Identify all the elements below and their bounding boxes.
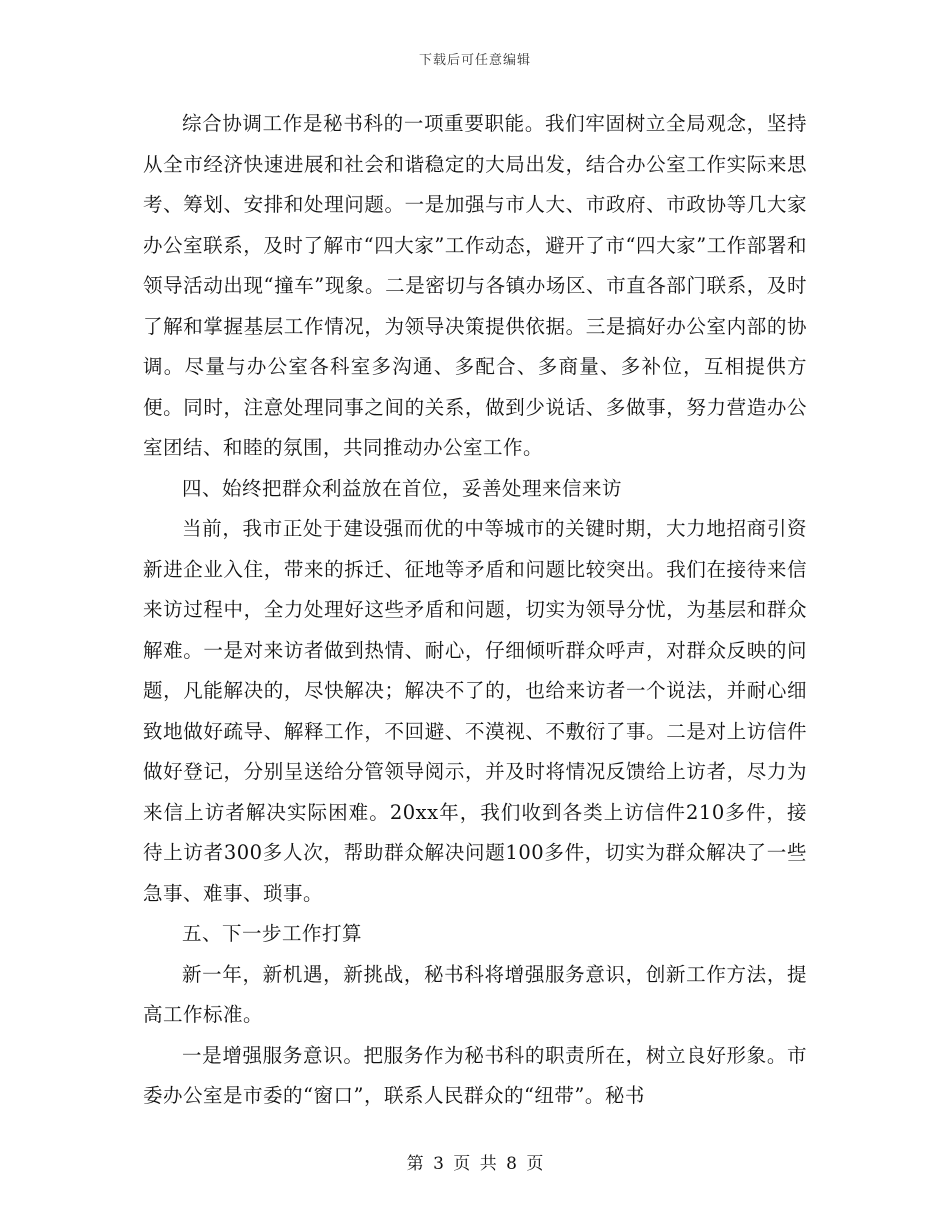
header-note: 下载后可任意编辑 — [418, 53, 531, 68]
document-body — [143, 104, 807, 1117]
paragraph-petitions: 当前，我市正处于建设强而优的中等城市的关键时期，大力地招商引资新进企业入住，带来的拆迁、征地等矛盾和问题比较突出。我们在接待来信来访过程中，全力处理好这些矛盾和问题，切实为领导分忧，为基层和群众解难。一是对来访者做到热情、耐心，仔细倾听群众呼声，对群众反映的问题，凡能解决的，尽快解决；解决不了的，也给来访者一个说法，并耐心细致地做好疏导、解释工作，不回避、不漠视、不敷衍了事。二是对上访信件做好登记，分别呈送给分管领导阅示，并及时将情况反馈给上访者，尽力为来信上访者解决实际困难。20xx年，我们收到各类上访信件210多件，接待上访者300多人次，帮助群众解决问题100多件，切实为群众解决了一些急事、难事、琐事。 — [143, 517, 807, 905]
page-number: 第 3 页 共 8 页 — [406, 1154, 544, 1174]
page-header — [0, 52, 950, 70]
page-footer — [0, 1153, 950, 1175]
paragraph-service-awareness: 一是增强服务意识。把服务作为秘书科的职责所在，树立良好形象。市委办公室是市委的“窗口”，联系人民群众的“纽带”。秘书 — [143, 1043, 807, 1107]
section-heading-four: 四、始终把群众利益放在首位，妥善处理来信来访 — [182, 476, 623, 500]
section-heading-five: 五、下一步工作打算 — [182, 922, 363, 945]
paragraph-new-year: 新一年，新机遇，新挑战，秘书科将增强服务意识，创新工作方法，提高工作标准。 — [143, 962, 807, 1026]
paragraph-coordination: 综合协调工作是秘书科的一项重要职能。我们牢固树立全局观念，坚持从全市经济快速进展和社会和谐稳定的大局出发，结合办公室工作实际来思考、筹划、安排和处理问题。一是加强与市人大、市政府、市政协等几大家办公室联系，及时了解市“四大家”工作动态，避开了市“四大家”工作部署和领导活动出现“撞车”现象。二是密切与各镇办场区、市直各部门联系，及时了解和掌握基层工作情况，为领导决策提供依据。三是搞好办公室内部的协调。尽量与办公室各科室多沟通、多配合、多商量、多补位，互相提供方便。同时，注意处理同事之间的关系，做到少说话、多做事，努力营造办公室团结、和睦的氛围，共同推动办公室工作。 — [143, 112, 807, 459]
